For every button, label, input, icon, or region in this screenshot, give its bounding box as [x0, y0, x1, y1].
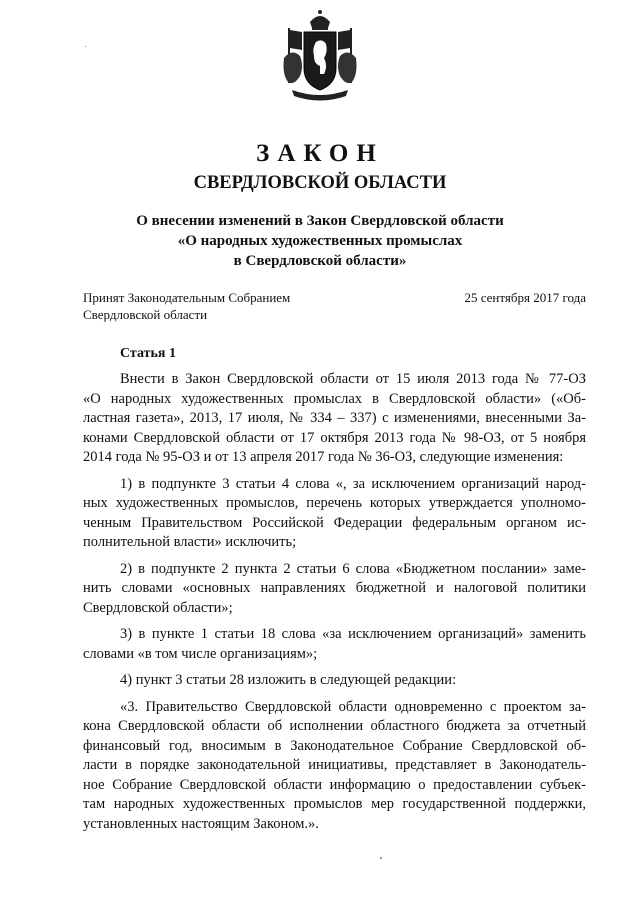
scan-speck: [85, 46, 86, 47]
article-body: [83, 370, 586, 834]
text-line: 1) в подпункте 3 статьи 4 слова «, за исключением организаций народ-: [120, 475, 586, 492]
text-line: кона Свердловской области об исполнении областного бюджета за отчетный: [83, 718, 586, 734]
paragraph-item-4: [83, 671, 586, 691]
text-line: финансовый год, вносимым в Законодательное Собрание Свердловской об-: [83, 737, 586, 754]
text-line: «3. Правительство Свердловской области одновременно с проектом за-: [120, 698, 586, 715]
text-line: полнительной власти» исключить;: [83, 534, 297, 550]
article-heading: Статья 1: [120, 346, 176, 361]
text-line: ное Собрание Свердловской области информацию о предоставлении субъек-: [83, 776, 586, 793]
text-line: ласти в порядке законодательной инициативы, представляет в Законодатель-: [83, 757, 586, 773]
text-line: 4) пункт 3 статьи 28 изложить в следующей редакции:: [120, 672, 457, 688]
text-line: ластная газета», 2013, 17 июля, № 334 – 337) с изменениями, внесенными За-: [83, 410, 586, 426]
text-line: ных художественных промыслов, перечень которых утверждается уполномо-: [83, 495, 586, 511]
text-line: Свердловской области»;: [83, 599, 233, 616]
text-line: Внести в Закон Свердловской области от 15 июля 2013 года № 77-ОЗ: [120, 371, 586, 387]
text-line: «О народных художественных промыслах в Свердловской области» («Об-: [83, 390, 586, 407]
text-line: нить словами «основных направлениях бюджетной и налоговой политики: [83, 580, 586, 596]
region-title: СВЕРДЛОВСКОЙ ОБЛАСТИ: [193, 173, 447, 193]
paragraph-item-1: [83, 475, 586, 553]
paragraph-item-2: [83, 560, 586, 619]
adopted-by-line: Принят Законодательным Собранием: [83, 290, 291, 305]
adopted-by: [83, 289, 290, 323]
text-line: конами Свердловской области от 17 октября 2013 года № 98-ОЗ, от 5 ноября: [83, 429, 586, 446]
text-line: там народных художественных промыслов мер государственной поддержки,: [83, 796, 586, 812]
paragraph-intro: [83, 370, 586, 468]
law-title: ЗАКОН: [256, 140, 384, 167]
text-line: 2) в подпункте 2 пункта 2 статьи 6 слова «Бюджетном послании» заме-: [120, 560, 586, 577]
subject-line: в Свердловской области»: [233, 253, 407, 269]
adopted-by-line: Свердловской области: [83, 307, 208, 322]
paragraph-item-3: [83, 625, 586, 664]
subject-line: О внесении изменений в Закон Свердловской области: [136, 213, 504, 229]
text-line: 3) в пункте 1 статьи 18 слова «за исключением организаций» заменить: [120, 626, 586, 642]
law-subject: [0, 211, 640, 271]
text-line: 2014 года № 95-ОЗ и от 13 апреля 2017 года № 36-ОЗ, следующие изменения:: [83, 449, 564, 465]
coat-of-arms-emblem: [270, 8, 370, 108]
adoption-date: 25 сентября 2017 года: [464, 290, 586, 305]
subject-line: «О народных художественных промыслах: [177, 233, 463, 249]
scan-speck: [380, 857, 382, 859]
text-line: словами «в том числе организациям»;: [83, 645, 318, 662]
crown-icon: [310, 10, 330, 30]
text-line: ченным Правительством Российской Федерации федеральным органом ис-: [83, 514, 586, 531]
text-line: установленных настоящим Законом.».: [83, 815, 319, 832]
paragraph-new-wording: [83, 698, 586, 835]
